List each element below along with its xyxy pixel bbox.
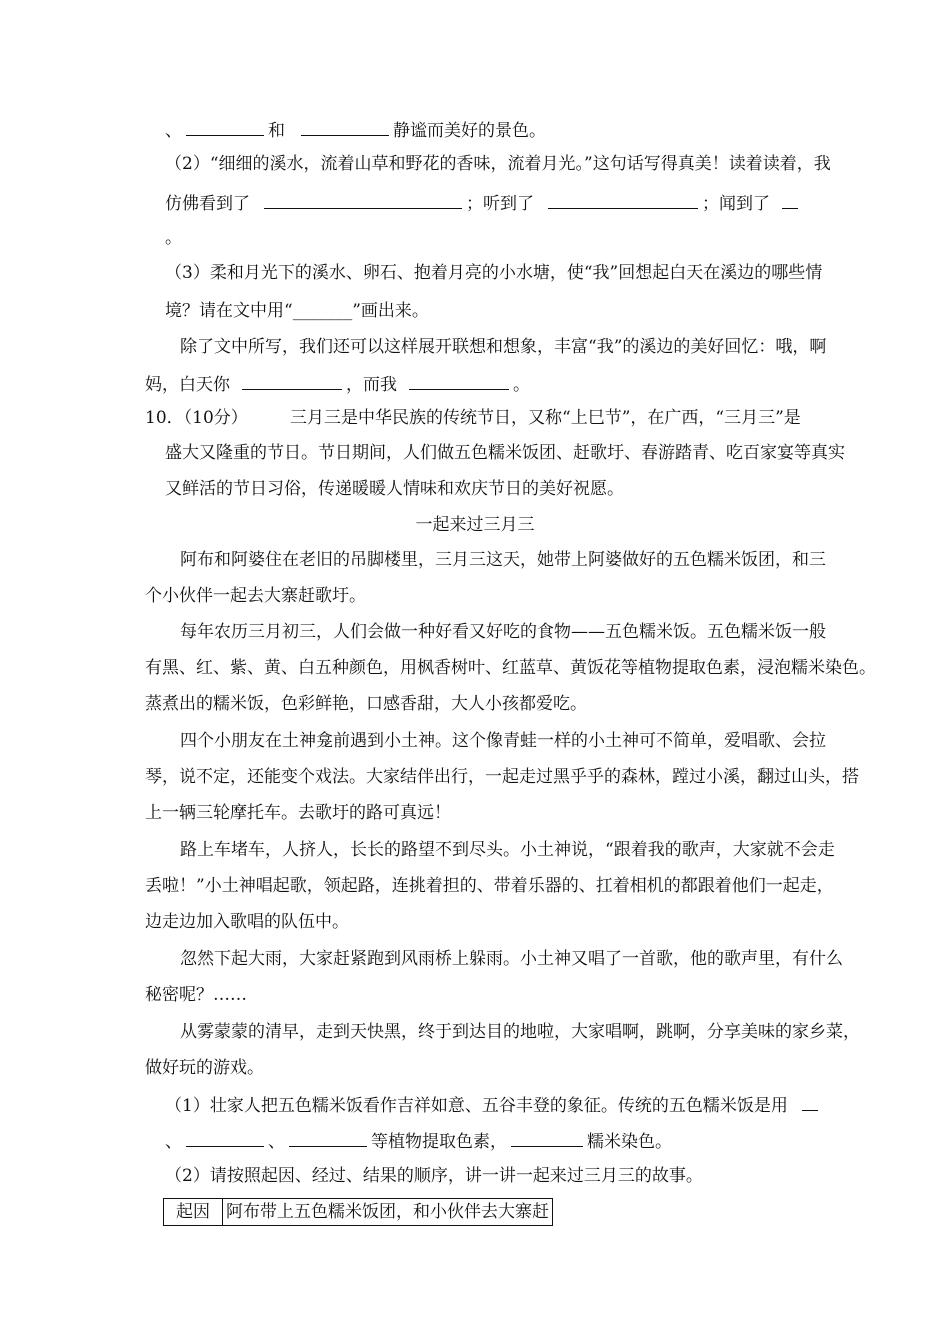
- story-para2-line1: 每年农历三月初三，人们会做一种好看又好吃的食物——五色糯米饭。五色糯米饭一般: [180, 622, 826, 642]
- story-para5-line1: 忽然下起大雨，大家赶紧跑到风雨桥上躲雨。小土神又唱了一首歌，他的歌声里，有什么: [180, 949, 843, 969]
- q10-blank-b[interactable]: [186, 1128, 264, 1147]
- q10-sub1-text: （1）壮家人把五色糯米饭看作吉祥如意、五谷丰登的象征。传统的五色糯米饭是用: [165, 1096, 788, 1116]
- story-structure-table: [163, 1198, 553, 1226]
- q10-intro-line1: 三月三是中华民族的传统节日，又称“上巳节”，在广西，“三月三”是: [290, 408, 801, 428]
- story-para4-line3: 边走边加入歌唱的队伍中。: [145, 912, 349, 932]
- q10-sub2: （2）请按照起因、经过、结果的顺序，讲一讲一起来过三月三的故事。: [165, 1166, 703, 1186]
- q9-p4-end: 。: [513, 375, 530, 395]
- q10-sub1-line1: [165, 1092, 822, 1116]
- story-para1-line1: 阿布和阿婆住在老旧的吊脚楼里，三月三这天，她带上阿婆做好的五色糯米饭团，和三: [180, 550, 826, 570]
- q10-sub1-line2: [165, 1128, 672, 1152]
- q9-p1-tail: 静谧而美好的景色。: [393, 121, 546, 141]
- q10-sub1-end: 糯米染色。: [587, 1132, 672, 1152]
- q9-p2-heard-label: ；听到了: [466, 194, 534, 214]
- story-para3-line2: 琴，说不定，还能变个戏法。大家结伴出行，一起走过黑乎乎的森林，蹚过小溪，翻过山头，搭: [145, 767, 859, 787]
- cause-value-cell[interactable]: 阿布带上五色糯米饭团，和小伙伴去大寨赶: [223, 1199, 553, 1226]
- q10-intro-line2: 盛大又隆重的节日。节日期间，人们做五色糯米饭团、赶歌圩、春游踏青、吃百家宴等真实: [165, 443, 845, 463]
- q9-p2-line3: 。: [165, 228, 182, 248]
- q9-blank-you[interactable]: [242, 371, 342, 390]
- q10-sub1-sep1: 、: [165, 1132, 182, 1152]
- q10-blank-c[interactable]: [289, 1128, 367, 1147]
- story-title: 一起来过三月三: [415, 515, 535, 535]
- q9-blank-heard[interactable]: [548, 190, 698, 209]
- story-para5-line2: 秘密呢？……: [145, 985, 247, 1005]
- story-para3-line3: 上一辆三轮摩托车。去歌圩的路可真远！: [145, 803, 451, 823]
- q9-p1-prefix: 、: [165, 121, 182, 141]
- q9-p2-seen-label: 仿佛看到了: [165, 194, 250, 214]
- q9-p3-line2: 境？请在文中用“_______”画出来。: [165, 301, 429, 321]
- q9-blank-me[interactable]: [409, 371, 509, 390]
- q9-blank-seen[interactable]: [264, 190, 462, 209]
- story-para4-line2: 丢啦！”小土神唱起歌，领起路，连挑着担的、带着乐器的、扛着相机的都跟着他们一起走，: [145, 876, 834, 896]
- q9-p4-day-label: 妈，白天你: [145, 375, 230, 395]
- q10-intro-line3: 又鲜活的节日习俗，传递暖暖人情味和欢庆节日的美好祝愿。: [165, 479, 624, 499]
- q9-blank-1[interactable]: [186, 117, 264, 136]
- q9-p2-line2: [165, 190, 802, 214]
- q10-sub1-sep2: 、: [268, 1132, 285, 1152]
- q9-p1-line: [165, 117, 546, 141]
- story-para2-line2: 有黑、红、紫、黄、白五种颜色，用枫香树叶、红蓝草、黄饭花等植物提取色素，浸泡糯米染色。: [145, 658, 876, 678]
- story-para2-line3: 蒸煮出的糯米饭，色彩鲜艳，口感香甜，大人小孩都爱吃。: [145, 694, 587, 714]
- story-para3-line1: 四个小朋友在土神龛前遇到小土神。这个像青蛙一样的小土神可不简单，爱唱歌、会拉: [180, 731, 826, 751]
- q10-head: 10．（10分）: [145, 408, 248, 428]
- story-para6-line2: 做好玩的游戏。: [145, 1058, 264, 1078]
- q9-p4-and-i-label: ，而我: [346, 375, 397, 395]
- story-para1-line2: 个小伙伴一起去大寨赶歌圩。: [145, 586, 366, 606]
- q10-blank-d[interactable]: [511, 1128, 583, 1147]
- q9-p1-and: 和: [268, 121, 285, 141]
- q9-p2-smelled-label: ；闻到了: [702, 194, 770, 214]
- story-para4-line1: 路上车堵车，人挤人，长长的路望不到尽头。小土神说，“跟着我的歌声，大家就不会走: [180, 840, 835, 860]
- q9-p4-line2: [145, 371, 530, 395]
- table-row: [164, 1199, 553, 1226]
- q9-blank-2[interactable]: [301, 117, 389, 136]
- q9-p4-line1: 除了文中所写，我们还可以这样展开联想和想象，丰富“我”的溪边的美好回忆：哦，啊: [180, 337, 827, 357]
- q9-p2-line1: （2）“细细的溪水，流着山草和野花的香味，流着月光。”这句话写得真美！读着读着，我: [165, 154, 831, 174]
- story-para6-line1: 从雾蒙蒙的清早，走到天快黑，终于到达目的地啦，大家唱啊，跳啊，分享美味的家乡菜，: [180, 1022, 860, 1042]
- q9-p3-line1: （3）柔和月光下的溪水、卵石、抱着月亮的小水塘，使“我”回想起白天在溪边的哪些情: [165, 263, 823, 283]
- q10-sub1-mid: 等植物提取色素，: [371, 1132, 507, 1152]
- q9-blank-smelled[interactable]: [782, 190, 798, 209]
- q10-blank-a[interactable]: [802, 1092, 818, 1111]
- cause-label-cell: 起因: [164, 1199, 223, 1226]
